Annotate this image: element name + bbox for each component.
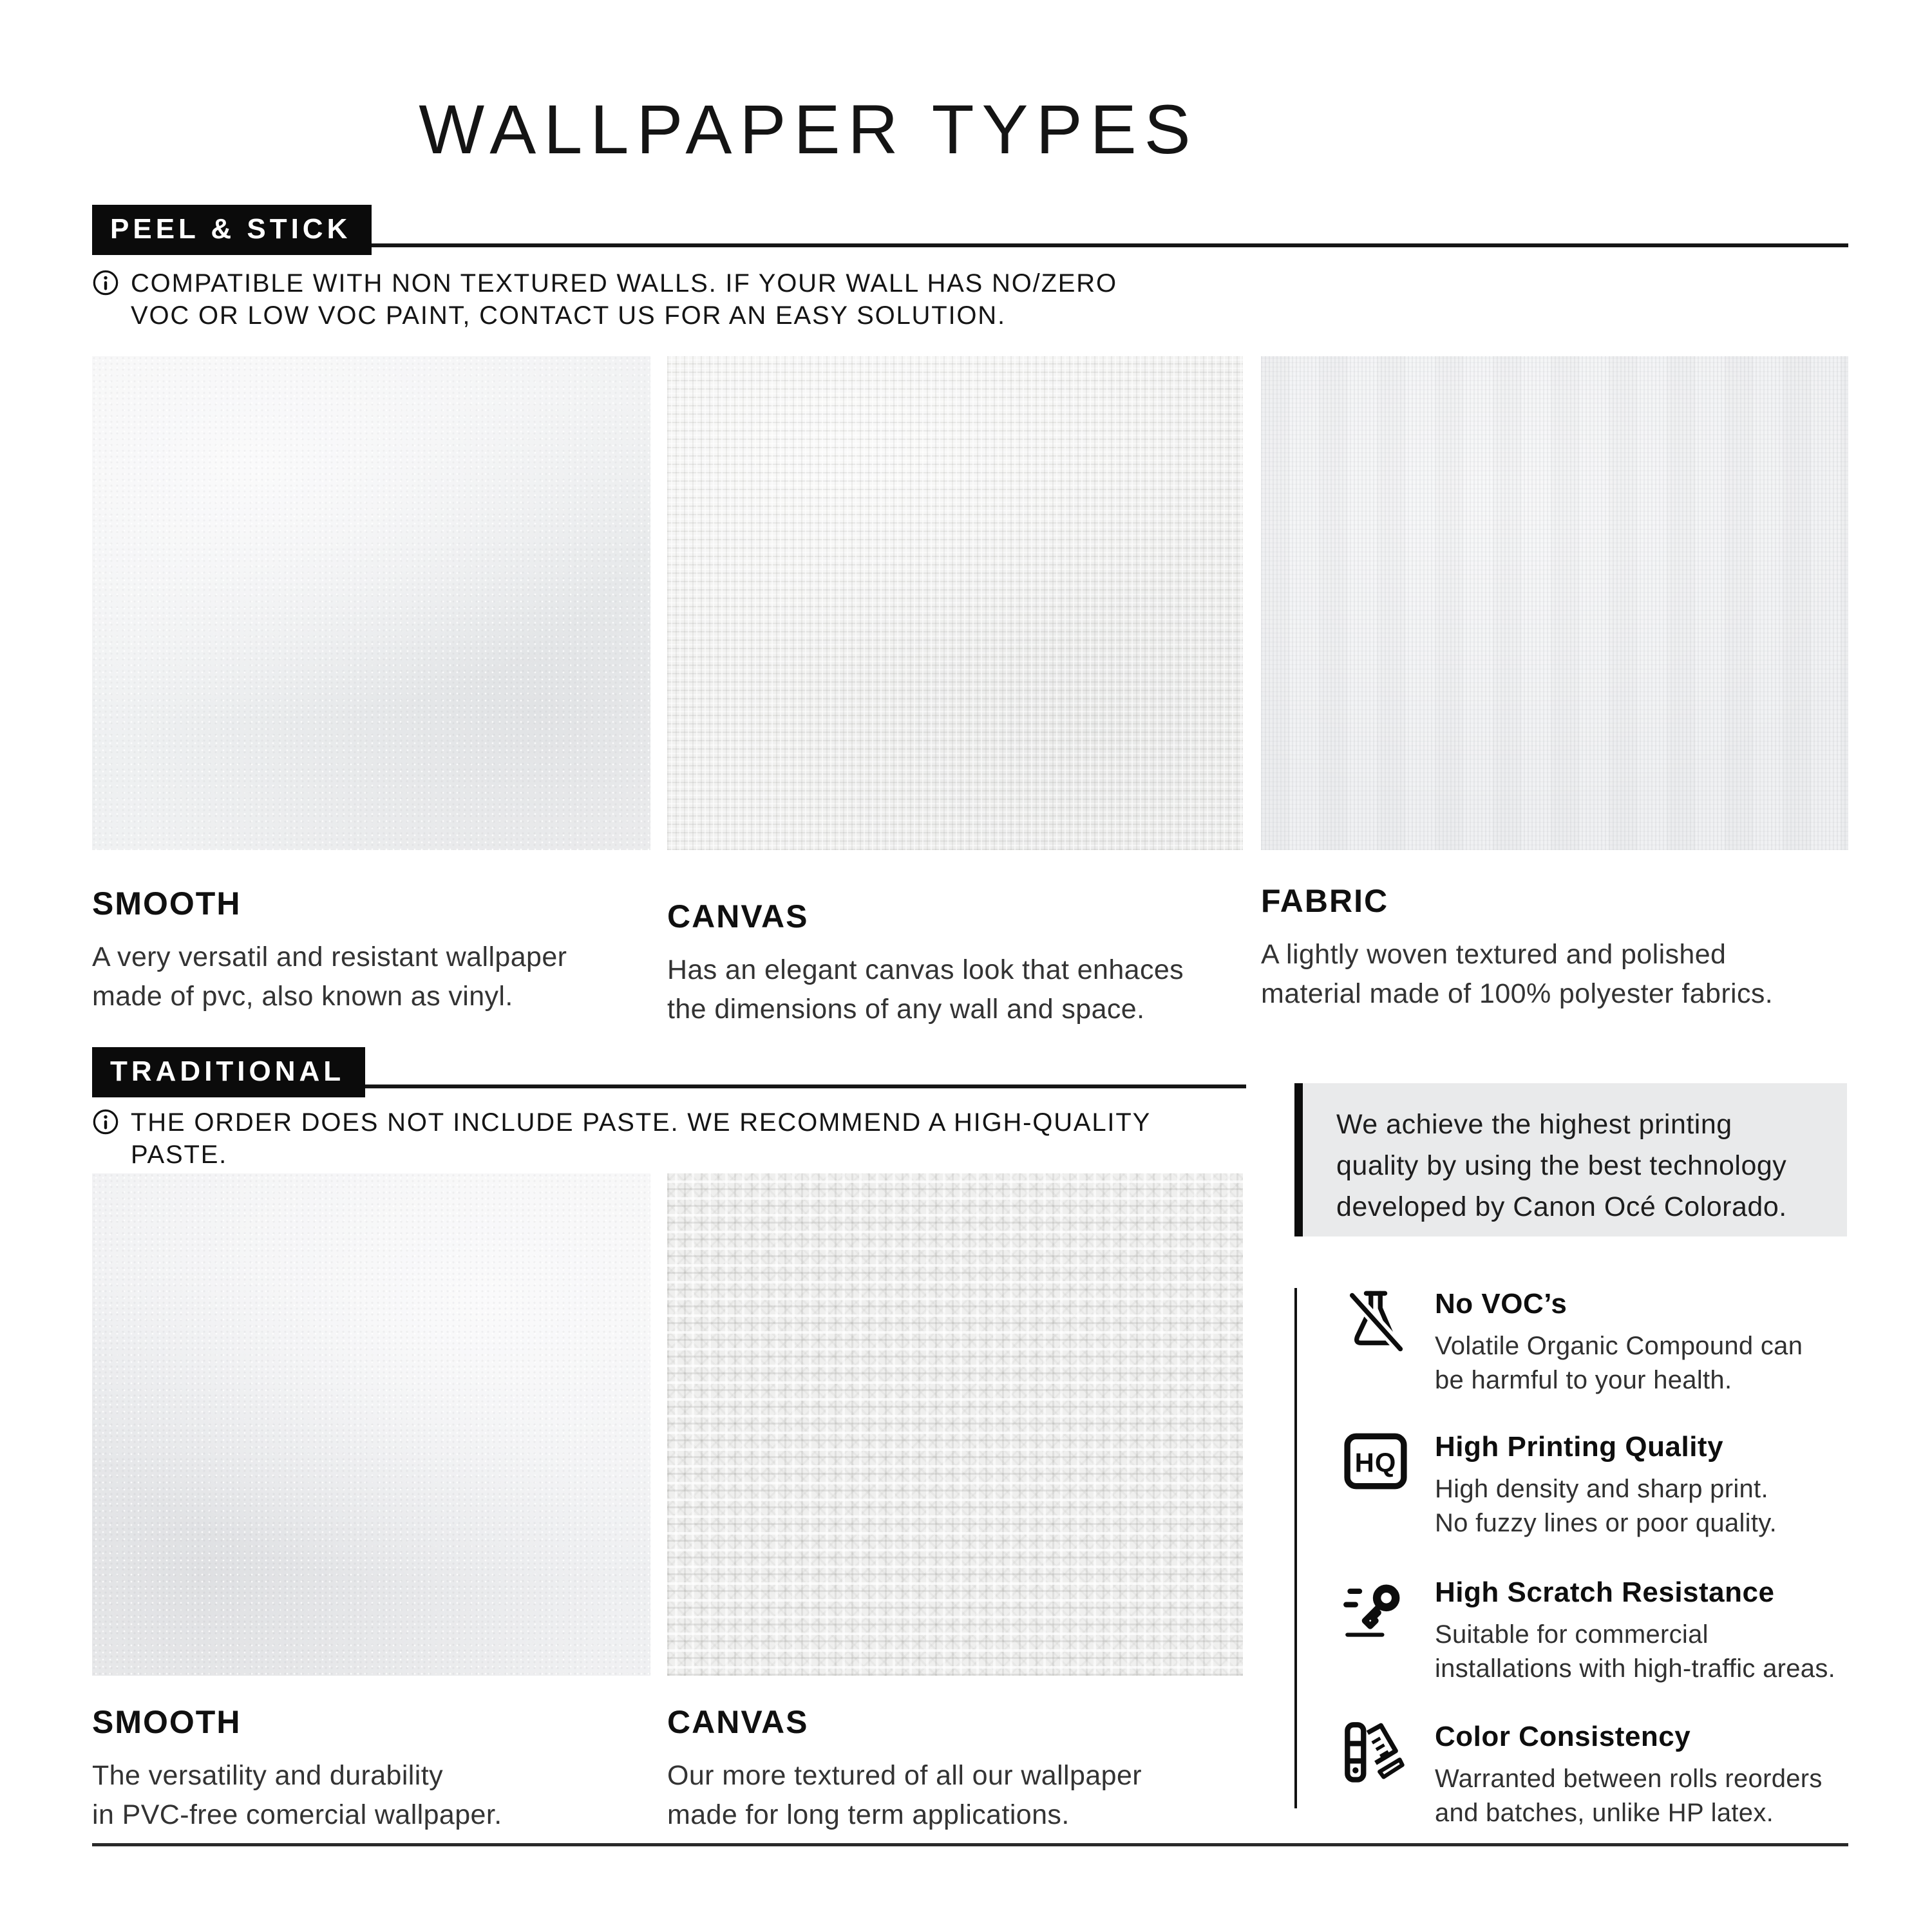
section-label-peel-stick: PEEL & STICK <box>92 205 372 255</box>
description-line: Has an elegant canvas look that enhaces <box>667 954 1184 985</box>
peel-stick-smooth-caption <box>92 885 567 1016</box>
sample-name: CANVAS <box>667 1704 809 1740</box>
sample-name: FABRIC <box>1261 883 1389 919</box>
traditional-canvas-sample-image <box>667 1173 1243 1676</box>
info-icon <box>92 1108 119 1135</box>
info-icon <box>92 269 119 296</box>
peel-stick-fabric-caption <box>1261 882 1773 1014</box>
description-line: Suitable for commercial <box>1435 1620 1709 1649</box>
features-divider-line <box>1294 1288 1297 1808</box>
description-line: The versatility and durability <box>92 1760 443 1791</box>
description-line: the dimensions of any wall and space. <box>667 994 1145 1025</box>
feature-text <box>1435 1577 1835 1686</box>
feature-high-scratch-resistance <box>1341 1577 1856 1686</box>
sample-description <box>667 951 1184 1029</box>
feature-description <box>1435 1618 1835 1686</box>
description-line: Warranted between rolls reorders <box>1435 1765 1823 1793</box>
feature-color-consistency <box>1341 1721 1856 1830</box>
color-consistency-icon <box>1341 1721 1410 1788</box>
printing-quality-note <box>1294 1083 1847 1236</box>
description-line: and batches, unlike HP latex. <box>1435 1799 1774 1827</box>
peel-stick-note <box>92 267 1187 332</box>
bottom-divider-line <box>92 1843 1848 1846</box>
svg-text:HQ: HQ <box>1354 1447 1397 1478</box>
feature-title: High Printing Quality <box>1435 1431 1724 1463</box>
quality-note-line: We achieve the highest printing <box>1336 1109 1732 1140</box>
sample-description <box>1261 935 1773 1014</box>
peel-stick-smooth-sample-image <box>92 356 650 850</box>
description-line: in PVC-free comercial wallpaper. <box>92 1799 502 1830</box>
quality-note-line: developed by Canon Océ Colorado. <box>1336 1191 1787 1222</box>
high-printing-quality-icon <box>1341 1431 1410 1492</box>
high-scratch-resistance-icon <box>1341 1577 1410 1643</box>
description-line: installations with high-traffic areas. <box>1435 1654 1836 1683</box>
page-title: WALLPAPER TYPES <box>419 90 1198 168</box>
feature-text <box>1435 1431 1777 1540</box>
traditional-canvas-caption <box>667 1703 1142 1835</box>
feature-description <box>1435 1762 1823 1830</box>
feature-title: No VOC’s <box>1435 1288 1567 1320</box>
description-line: material made of 100% polyester fabrics. <box>1261 978 1774 1009</box>
no-voc-icon <box>1341 1288 1410 1355</box>
description-line: A very versatil and resistant wallpaper <box>92 942 567 972</box>
description-line: High density and sharp print. <box>1435 1475 1768 1503</box>
description-line: made for long term applications. <box>667 1799 1070 1830</box>
feature-description <box>1435 1472 1777 1540</box>
feature-high-printing-quality <box>1341 1431 1856 1540</box>
feature-no-voc <box>1341 1288 1856 1397</box>
description-line: be harmful to your health. <box>1435 1366 1732 1394</box>
quality-note-line: quality by using the best technology <box>1336 1150 1787 1181</box>
feature-text <box>1435 1721 1823 1830</box>
description-line: No fuzzy lines or poor quality. <box>1435 1509 1777 1537</box>
traditional-smooth-sample-image <box>92 1173 650 1676</box>
description-line: made of pvc, also known as vinyl. <box>92 981 513 1012</box>
peel-stick-canvas-caption <box>667 898 1184 1029</box>
peel-stick-note-text <box>131 267 1117 332</box>
sample-name: SMOOTH <box>92 1704 242 1740</box>
feature-title: Color Consistency <box>1435 1721 1691 1752</box>
note-line: COMPATIBLE WITH NON TEXTURED WALLS. IF YOUR WALL HAS NO/ZERO <box>131 269 1117 298</box>
note-line: THE ORDER DOES NOT INCLUDE PASTE. WE RECOMMEND A HIGH-QUALITY PASTE. <box>131 1108 1151 1169</box>
section-label-traditional: TRADITIONAL <box>92 1047 365 1097</box>
sample-description <box>92 1756 502 1835</box>
description-line: Volatile Organic Compound can <box>1435 1332 1803 1360</box>
sample-description <box>667 1756 1142 1835</box>
feature-text <box>1435 1288 1803 1397</box>
feature-title: High Scratch Resistance <box>1435 1577 1775 1608</box>
sample-description <box>92 938 567 1016</box>
traditional-note-text <box>131 1106 1251 1171</box>
sample-name: SMOOTH <box>92 886 242 922</box>
traditional-smooth-caption <box>92 1703 502 1835</box>
sample-name: CANVAS <box>667 898 809 934</box>
description-line: A lightly woven textured and polished <box>1261 939 1727 970</box>
description-line: Our more textured of all our wallpaper <box>667 1760 1142 1791</box>
feature-description <box>1435 1329 1803 1397</box>
note-line: VOC OR LOW VOC PAINT, CONTACT US FOR AN EASY SOLUTION. <box>131 301 1006 330</box>
peel-stick-fabric-sample-image <box>1261 356 1848 850</box>
peel-stick-canvas-sample-image <box>667 356 1243 850</box>
traditional-note <box>92 1106 1251 1171</box>
